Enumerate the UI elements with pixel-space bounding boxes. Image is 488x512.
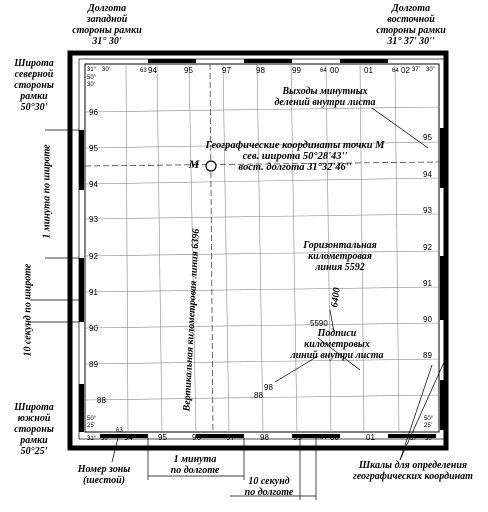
corner-tl-lon-min: 30' xyxy=(102,67,110,73)
top-label-98: 98 xyxy=(256,66,265,75)
label-6400: 6400 xyxy=(329,286,343,309)
left-label-89: 89 xyxy=(89,360,98,369)
right-label-94: 94 xyxy=(423,170,432,179)
top-min-1 xyxy=(148,59,196,63)
horizontal-km-line-caption xyxy=(290,240,390,273)
west-lon-line4: 31° 30' xyxy=(92,36,122,47)
west-lon-line1: Долгота xyxy=(87,3,127,14)
horizontal-km-line3: линия 5592 xyxy=(315,262,365,273)
inside-label-98: 98 xyxy=(264,383,273,392)
ten-seconds-longitude-caption xyxy=(226,476,312,498)
zone-number-line1: Номер зоны xyxy=(77,464,131,475)
minute-exits-line1: Выходы минутных xyxy=(282,86,368,97)
east-lon-line3: стороны рамки xyxy=(376,25,446,36)
top-label-97: 97 xyxy=(222,66,231,75)
corner-bl-lat-deg: 50° xyxy=(87,416,97,422)
right-minute-scale xyxy=(440,128,445,430)
one-min-lon-line2: по долготе xyxy=(170,465,220,476)
corner-bl-lat-min: 25' xyxy=(87,423,95,429)
corner-br-lat-deg: 50° xyxy=(424,416,434,422)
geo-coords-line3: вост. долгота 31°32'46'' xyxy=(238,162,352,173)
point-m-label: М xyxy=(188,157,200,171)
right-label-92: 92 xyxy=(423,243,432,252)
leader-scales-2 xyxy=(400,360,445,460)
left-minute-scale xyxy=(79,130,84,432)
corner-tr-sec: 30" xyxy=(426,67,435,73)
one-minute-longitude-caption xyxy=(150,454,240,476)
labels-inside-line1: Подписи xyxy=(317,328,357,339)
minute-exits-line2: делений внутри листа xyxy=(274,97,376,108)
bottom-label-00: 00 xyxy=(330,433,339,442)
north-lat-line1: Широта xyxy=(14,58,54,69)
corner-br-lat-min: 25' xyxy=(424,423,432,429)
bottom-label-95: 95 xyxy=(158,433,167,442)
right-min-1 xyxy=(440,128,445,188)
east-longitude-caption xyxy=(366,3,456,47)
horizontal-km-line2: километровая xyxy=(308,251,372,262)
top-min-2 xyxy=(244,59,292,63)
top-min-3 xyxy=(340,59,388,63)
vertical-km-line-caption: Вертикальная километровая линия 6396 xyxy=(181,228,202,412)
bottom-label-94: 94 xyxy=(124,433,133,442)
bottom-label-64: 64 xyxy=(320,435,327,441)
ten-sec-lon-line1: 10 секунд xyxy=(248,476,290,487)
left-label-93: 93 xyxy=(89,215,98,224)
right-grid-labels xyxy=(423,133,432,360)
north-lat-line2: северной xyxy=(14,69,54,80)
bottom-label-96: 96 xyxy=(192,433,201,442)
bottom-grid-labels xyxy=(116,428,375,442)
horizontal-km-line1: Горизонтальная xyxy=(303,240,377,251)
km-v-02 xyxy=(395,64,399,432)
top-label-00: 00 xyxy=(330,66,339,75)
left-label-90: 90 xyxy=(89,324,98,333)
km-v-94 xyxy=(126,64,128,432)
corner-br-lon-sec: 30" xyxy=(425,436,434,442)
km-v-97 xyxy=(223,64,229,432)
km-h-93 xyxy=(85,214,439,219)
top-label-02: 02 xyxy=(401,66,410,75)
south-lat-line1: Широта xyxy=(14,402,54,413)
inside-label-88: 88 xyxy=(254,391,263,400)
top-label-64b: 64 xyxy=(392,68,399,74)
bottom-label-63: 63 xyxy=(116,428,123,434)
km-v-98 xyxy=(257,64,263,432)
right-min-3 xyxy=(440,380,445,430)
one-min-lon-line1: 1 минута xyxy=(173,454,217,465)
right-label-89: 89 xyxy=(423,351,432,360)
corner-br-lon-min: 37' xyxy=(410,436,418,442)
corner-bl-lon-min: 30' xyxy=(101,436,109,442)
left-label-94: 94 xyxy=(89,180,98,189)
north-lat-line5: 50°30' xyxy=(20,102,48,113)
geo-coords-caption xyxy=(190,140,400,173)
corner-tl-lon-deg: 31° xyxy=(87,67,97,73)
top-label-64a: 64 xyxy=(320,68,327,74)
south-lat-line4: рамки xyxy=(20,435,48,446)
scales-line2: географических координат xyxy=(353,471,473,482)
bottom-min-2 xyxy=(196,434,244,438)
west-lon-line2: западной xyxy=(86,14,128,25)
south-lat-line5: 50°25' xyxy=(20,446,48,457)
top-label-63: 63 xyxy=(140,68,147,74)
east-lon-line2: восточной xyxy=(387,14,435,25)
west-longitude-caption xyxy=(66,3,148,47)
zone-number-line2: (шестой) xyxy=(83,475,125,486)
scales-caption xyxy=(340,460,486,482)
corner-tr-min: 37' xyxy=(412,67,420,73)
left-grid-labels xyxy=(89,108,106,405)
bottom-label-01: 01 xyxy=(366,433,375,442)
labels-inside-caption xyxy=(282,328,392,361)
bottom-label-99: 99 xyxy=(293,433,302,442)
top-minute-scale xyxy=(148,59,388,63)
ten-sec-lon-line2: по долготе xyxy=(244,487,294,498)
north-lat-line4: рамки xyxy=(20,91,48,102)
north-latitude-caption xyxy=(4,58,64,113)
bottom-label-98: 98 xyxy=(260,433,269,442)
right-label-95: 95 xyxy=(423,133,432,142)
km-h-91 xyxy=(85,287,439,292)
inside-label-5590: 5590 xyxy=(310,319,328,328)
labels-inside-line3: линий внутри листа xyxy=(290,350,384,361)
corner-bl-lon-deg: 31° xyxy=(87,436,97,442)
top-label-01: 01 xyxy=(364,66,373,75)
left-label-88: 88 xyxy=(97,396,106,405)
south-latitude-caption xyxy=(4,402,64,457)
point-m-meridian xyxy=(210,64,213,432)
km-v-95 xyxy=(157,64,162,432)
scales-line1: Шкалы для определения xyxy=(358,460,468,471)
south-lat-line2: южной xyxy=(17,413,51,424)
one-minute-latitude-caption: 1 минута по широте xyxy=(41,144,53,239)
top-label-95: 95 xyxy=(184,66,193,75)
left-min-3 xyxy=(79,384,84,432)
left-label-95: 95 xyxy=(89,144,98,153)
geo-coords-line1: Географические координаты точки М xyxy=(205,140,385,151)
right-label-91: 91 xyxy=(423,279,432,288)
south-lat-line3: стороны xyxy=(14,424,54,435)
left-label-96: 96 xyxy=(89,108,98,117)
ten-seconds-latitude-caption: 10 секунд по широте xyxy=(22,263,34,357)
labels-inside-line2: километровых xyxy=(304,339,370,350)
left-label-92: 92 xyxy=(89,252,98,261)
west-lon-line3: стороны рамки xyxy=(72,25,142,36)
top-label-99: 99 xyxy=(292,66,301,75)
corner-tl-lat-deg: 50° xyxy=(87,75,97,81)
left-min-2 xyxy=(79,258,84,322)
left-min-1 xyxy=(79,130,84,190)
corner-tl-lat-min: 30' xyxy=(87,82,95,88)
east-lon-line4: 31° 37' 30'' xyxy=(387,36,435,47)
km-h-94 xyxy=(85,178,439,184)
geo-coords-line2: сев. широта 50°28'43'' xyxy=(242,151,348,162)
left-label-91: 91 xyxy=(89,288,98,297)
bottom-label-97: 97 xyxy=(226,433,235,442)
top-grid-labels xyxy=(140,66,410,75)
east-lon-line1: Долгота xyxy=(391,3,431,14)
zone-number-caption xyxy=(64,464,144,486)
top-label-94: 94 xyxy=(148,66,157,75)
right-label-90: 90 xyxy=(423,315,432,324)
right-label-93: 93 xyxy=(423,206,432,215)
minute-exits-caption xyxy=(240,86,410,108)
north-lat-line3: стороны xyxy=(14,80,54,91)
right-min-2 xyxy=(440,256,445,320)
